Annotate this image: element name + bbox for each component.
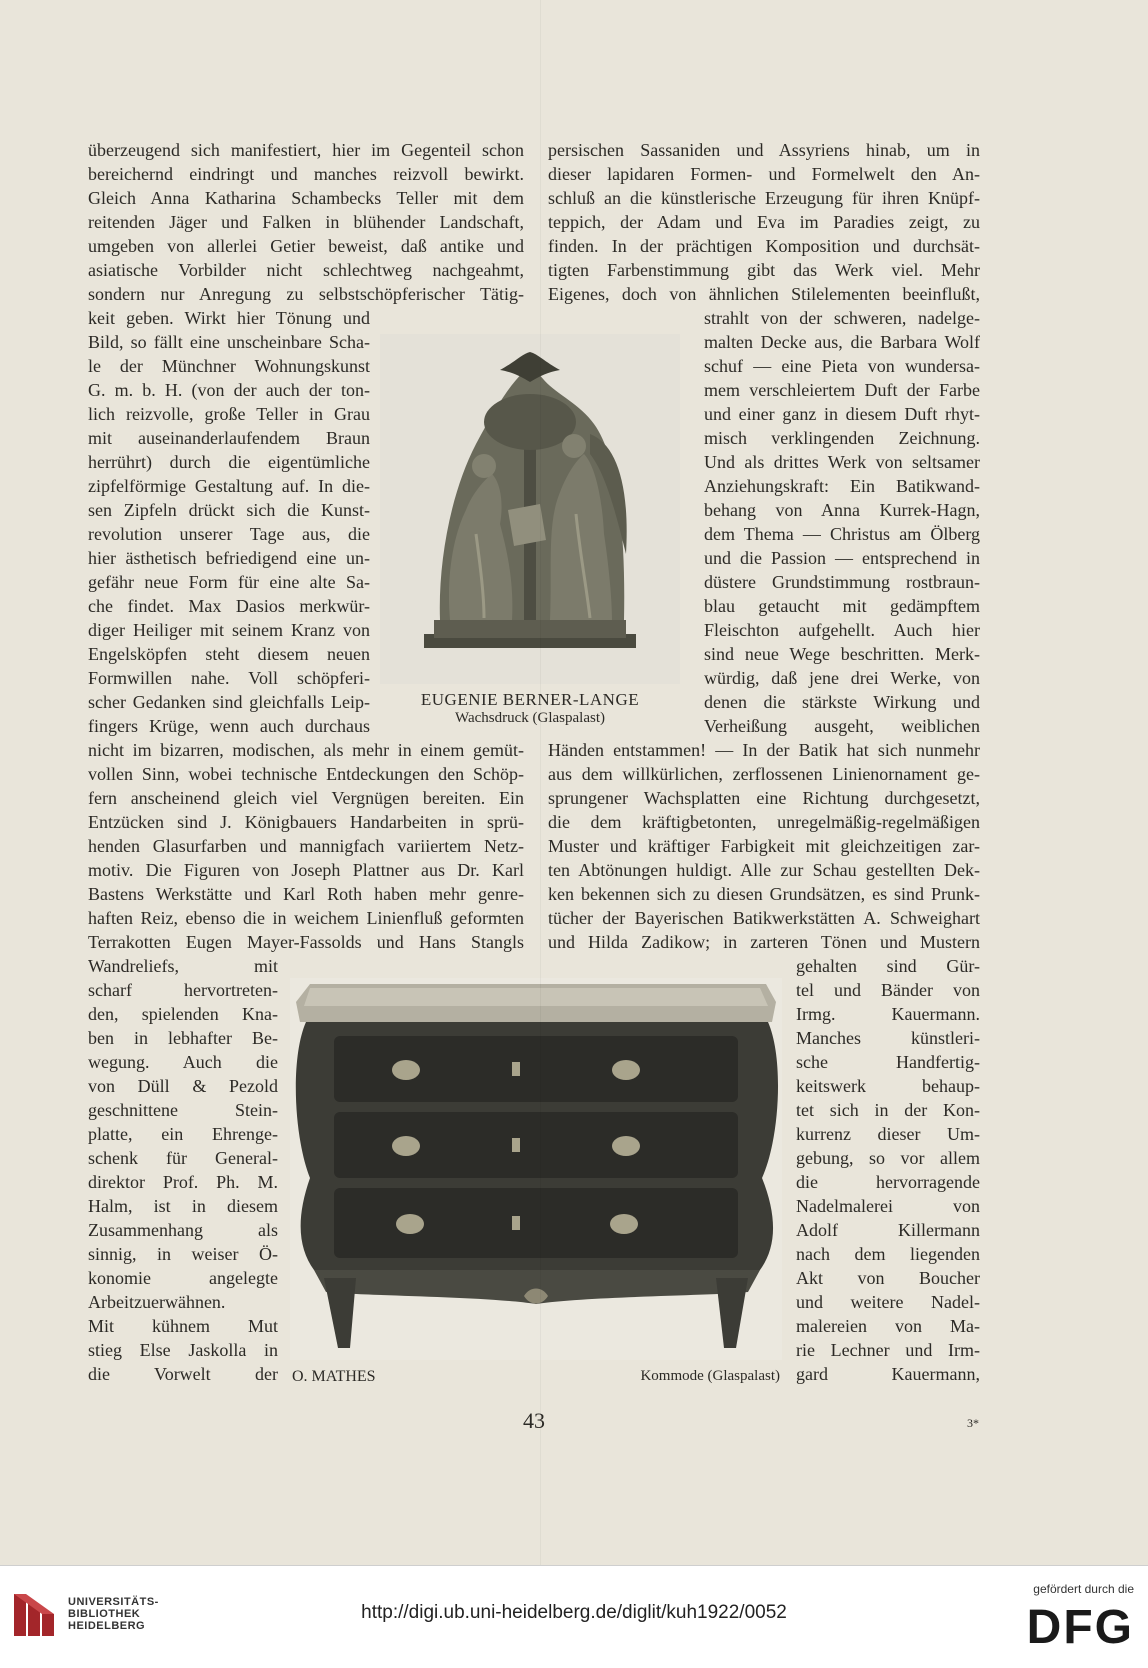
text-line: persischen Sassaniden und Assyriens hinab, um in [548,140,980,160]
text-line: finden. In der prächtigen Komposition und durchsät- [548,236,980,256]
text-line: kurrenz dieser Um- [796,1124,980,1144]
text-line: vollen Sinn, wobei technische Entdeckungen den Schöp- [88,764,524,784]
text-line: gefähr neue Form für eine alte Sa- [88,572,370,592]
text-line: Terrakotten Eugen Mayer-Fassolds und Hans Stangls [88,932,524,952]
text-line: wegung. Auch die [88,1052,278,1072]
chest-of-drawers-image [290,978,782,1360]
text-line: mem verschleiertem Duft der Farbe [704,380,980,400]
text-line: nach dem liegenden [796,1244,980,1264]
text-line: tel und Bänder von [796,980,980,1000]
text-line: umgeben von allerlei Getier beweist, daß antike und [88,236,524,256]
text-line: und die Passion — entsprechend in [704,548,980,568]
text-line: Irmg. Kauermann. [796,1004,980,1024]
text-line: misch verklingenden Zeichnung. [704,428,980,448]
text-line: zipfelförmige Gestaltung auf. In die- [88,476,370,496]
text-line: tigten Farbenstimmung gibt das Werk viel. Mehr [548,260,980,280]
text-line: gard Kauermann, [796,1364,980,1384]
text-line: sondern nur Anregung zu selbstschöpferischer Tätig- [88,284,524,304]
text-line: G. m. b. H. (von der auch der ton- [88,380,370,400]
text-line: scharf hervortreten- [88,980,278,1000]
text-line: lich reizvolle, große Teller in Grau [88,404,370,424]
text-line: Nadelmalerei von [796,1196,980,1216]
text-line: die dem kräftigbetonten, unregelmäßig-regelmäßigen [548,812,980,832]
text-line: Fleischton aufgehellt. Auch hier [704,620,980,640]
text-line: bereichernd eindringt und manches reizvoll bewirkt. [88,164,524,184]
text-line: Manches künstleri- [796,1028,980,1048]
text-line: malten Decke aus, die Barbara Wolf [704,332,980,352]
dfg-logo: DFG [1026,1601,1134,1654]
text-line: die Vorwelt der [88,1364,278,1384]
figure1-caption: Wachsdruck (Glaspalast) [455,710,605,726]
text-line: asiatische Vorbilder nicht schlechtweg nachgeahmt, [88,260,524,280]
text-line: herrührt) durch die eigentümliche [88,452,370,472]
text-line: sind neue Wege beschritten. Merk- [704,644,980,664]
text-line: Eigenes, doch von ähnlichen Stilelementen beeinflußt, [548,284,980,304]
text-line: che findet. Max Dasios merkwür- [88,596,370,616]
figure-relief-plate [380,334,680,684]
text-line: diger Heiliger mit seinem Kranz von [88,620,370,640]
text-line: denen die stärkste Wirkung und [704,692,980,712]
text-line: tet sich in der Kon- [796,1100,980,1120]
text-line: Entzücken sind J. Königbauers Handarbeiten in sprü- [88,812,524,832]
text-line: scher Gedanken sind gleichfalls Leip- [88,692,370,712]
text-line: Halm, ist in diesem [88,1196,278,1216]
text-line: und einer ganz in diesem Duft rhyt- [704,404,980,424]
text-line: Engelsköpfen steht diesem neuen [88,644,370,664]
text-line: Bastens Werkstätte und Karl Roth haben mehr genre- [88,884,524,904]
text-line: düstere Grundstimmung rostbraun- [704,572,980,592]
text-line: Verheißung ausgeht, weiblichen [704,716,980,736]
permalink-url[interactable]: http://digi.ub.uni-heidelberg.de/diglit/kuh1922/0052 [361,1602,787,1623]
text-line: reitenden Jäger und Falken in blühender Landschaft, [88,212,524,232]
text-line: Wandreliefs, mit [88,956,278,976]
text-line: revolution unserer Tage aus, die [88,524,370,544]
text-line: schluß an die künstlerische Erzeugung für ihren Knüpf- [548,188,980,208]
text-line: die hervorragende [796,1172,980,1192]
text-line: Adolf Killermann [796,1220,980,1240]
footer-bar [0,1565,1148,1668]
text-line: geschnittene Stein- [88,1100,278,1120]
text-line: Mit kühnem Mut [88,1316,278,1336]
text-line: sinnig, in weiser Ö- [88,1244,278,1264]
text-line: tücher der Bayerischen Batikwerkstätten A. Schweighart [548,908,980,928]
text-line: schenk für General- [88,1148,278,1168]
text-line: fingers Krüge, wenn auch durchaus [88,716,370,736]
text-line: stieg Else Jaskolla in [88,1340,278,1360]
text-line: ten Abtönungen huldigt. Alle zur Schau gestellten Dek- [548,860,980,880]
text-line: rie Lechner und Irm- [796,1340,980,1360]
text-line: direktor Prof. Ph. M. [88,1172,278,1192]
relief-sculpture-image [380,334,680,684]
text-line: und weitere Nadel- [796,1292,980,1312]
funding-text: gefördert durch die [1033,1582,1134,1596]
text-line: dem Thema — Christus am Ölberg [704,524,980,544]
library-line-3: HEIDELBERG [68,1620,146,1632]
text-line: mit auseinanderlaufendem Braun [88,428,370,448]
text-line: motiv. Die Figuren von Joseph Plattner aus Dr. Karl [88,860,524,880]
text-line: Arbeitzuerwähnen. [88,1292,226,1312]
text-line: Gleich Anna Katharina Schambecks Teller mit dem [88,188,524,208]
text-line: keit geben. Wirkt hier Tönung und [88,308,370,328]
text-line: Händen entstammen! — In der Batik hat sich nunmehr [548,740,980,760]
text-line: sche Handfertig- [796,1052,980,1072]
text-line: von Düll & Pezold [88,1076,278,1096]
text-line: fern anscheinend gleich viel Vergnügen bereiten. Ein [88,788,524,808]
text-line: Akt von Boucher [796,1268,980,1288]
text-line: behang von Anna Kurrek-Hagn, [704,500,980,520]
text-line: henden Glasurfarben und mannigfach variiertem Netz- [88,836,524,856]
figure2-artist: O. MATHES [292,1368,376,1385]
text-line: aus dem willkürlichen, zerflossenen Linienornament ge- [548,764,980,784]
text-line: dieser lapidaren Formen- und Formelwelt den An- [548,164,980,184]
text-line: teppich, der Adam und Eva im Paradies zeigt, zu [548,212,980,232]
text-line: blau getaucht mit gedämpftem [704,596,980,616]
text-line: Und als drittes Werk von seltsamer [704,452,980,472]
text-line: Muster und kräftiger Farbigkeit mit gleichzeitigen zar- [548,836,980,856]
text-line: gehalten sind Gür- [796,956,980,976]
signature-mark: 3* [967,1416,979,1430]
text-line: platte, ein Ehrenge- [88,1124,278,1144]
library-line-2: BIBLIOTHEK [68,1608,141,1620]
text-line: Bild, so fällt eine unscheinbare Scha- [88,332,370,352]
text-line: ken bekennen sich zu diesen Grundsätzen, es sind Prunk- [548,884,980,904]
text-line: sen Zipfeln drückt sich die Kunst- [88,500,370,520]
text-line: malereien von Ma- [796,1316,980,1336]
figure-chest-plate [290,978,782,1360]
text-line: und Hilda Zadikow; in zarteren Tönen und Mustern [548,932,980,952]
text-line: den, spielenden Kna- [88,1004,278,1024]
text-line: ben in lebhafter Be- [88,1028,278,1048]
text-line: nicht im bizarren, modischen, als mehr in einem gemüt- [88,740,524,760]
text-line: würdig, daß jene drei Werke, von [704,668,980,688]
text-line: schuf — eine Pieta von wundersa- [704,356,980,376]
text-line: Zusammenhang als [88,1220,278,1240]
page-number: 43 [523,1408,545,1433]
text-line: gebung, so vor allem [796,1148,980,1168]
text-line: le der Münchner Wohnungskunst [88,356,370,376]
text-line: überzeugend sich manifestiert, hier im Gegenteil schon [88,140,524,160]
text-line: haften Reiz, ebenso die in weichem Linienfluß geformten [88,908,524,928]
text-line: strahlt von der schweren, nadelge- [704,308,980,328]
text-line: sprungener Wachsplatten eine Richtung durchgesetzt, [548,788,980,808]
text-line: Anziehungskraft: Ein Batikwand- [704,476,980,496]
figure1-artist: EUGENIE BERNER-LANGE [420,690,640,709]
text-line: Formwillen nahe. Voll schöpferi- [88,668,370,688]
text-line: konomie angelegte [88,1268,278,1288]
text-line: keitswerk behaup- [796,1076,980,1096]
library-line-1: UNIVERSITÄTS- [68,1596,159,1608]
text-line: hier ästhetisch befriedigend eine un- [88,548,370,568]
figure2-caption: Kommode (Glaspalast) [640,1368,780,1384]
